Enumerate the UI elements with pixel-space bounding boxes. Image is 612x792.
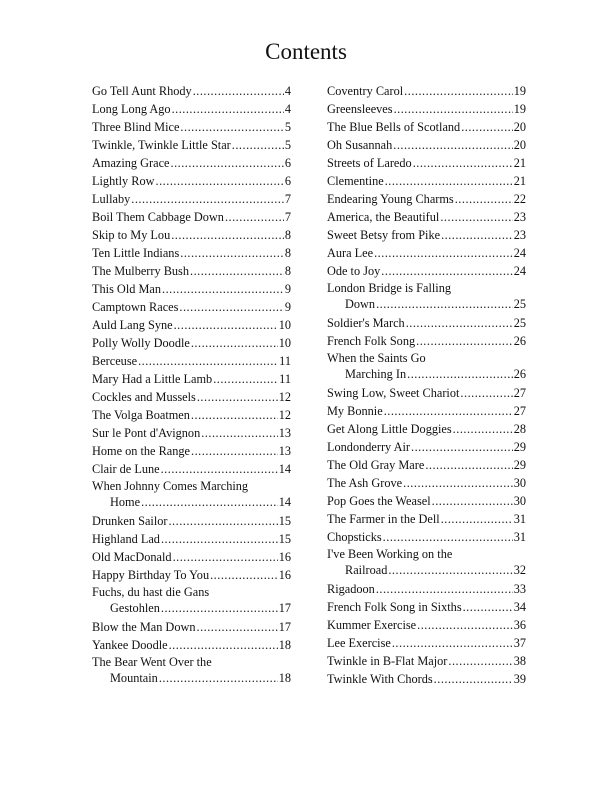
toc-entry <box>92 548 291 566</box>
toc-entry-title: Get Along Little Doggies <box>327 422 452 436</box>
toc-page-number: 24 <box>513 246 526 260</box>
dot-leader <box>461 118 513 136</box>
toc-page-number: 8 <box>284 246 291 260</box>
toc-page-number: 12 <box>278 390 291 404</box>
toc-entry <box>327 546 526 562</box>
toc-page-number: 10 <box>278 336 291 350</box>
toc-entry-title-continued: Gestohlen <box>110 601 160 615</box>
toc-entry-title-continued: Down <box>345 297 376 311</box>
toc-page-number: 17 <box>278 601 291 615</box>
toc-page-number: 23 <box>513 228 526 242</box>
toc-page-number: 19 <box>513 84 526 98</box>
toc-entry <box>327 244 526 262</box>
dot-leader <box>161 460 278 478</box>
toc-page-number: 33 <box>513 582 526 596</box>
toc-page-number: 9 <box>284 282 291 296</box>
toc-entry-title-continued: Marching In <box>345 367 407 381</box>
toc-entry-title: The Old Gray Mare <box>327 458 425 472</box>
toc-entry <box>327 634 526 652</box>
toc-entry-title: French Folk Song in Sixths <box>327 600 462 614</box>
toc-entry <box>327 208 526 226</box>
dot-leader <box>460 384 512 402</box>
dot-leader <box>193 82 284 100</box>
dot-leader <box>156 172 284 190</box>
toc-entry-title: Old MacDonald <box>92 550 172 564</box>
toc-left-column <box>92 82 291 688</box>
dot-leader <box>441 226 513 244</box>
toc-entry <box>92 208 291 226</box>
toc-entry-title: French Folk Song <box>327 334 416 348</box>
toc-entry-title: Fuchs, du hast die Gans <box>92 585 210 599</box>
dot-leader <box>417 616 513 634</box>
dot-leader <box>434 670 513 688</box>
dot-leader <box>169 636 278 654</box>
toc-entry <box>92 280 291 298</box>
dot-leader <box>161 530 278 548</box>
toc-entry-continuation <box>92 494 291 511</box>
toc-entry <box>327 420 526 438</box>
toc-entry <box>92 566 291 584</box>
toc-entry <box>327 510 526 528</box>
toc-entry <box>327 616 526 634</box>
dot-leader <box>463 598 513 616</box>
toc-page-number: 7 <box>284 210 291 224</box>
toc-entry-title: Londonderry Air <box>327 440 410 454</box>
toc-entry-title: Chopsticks <box>327 530 382 544</box>
toc-page-number: 11 <box>279 372 291 386</box>
toc-entry <box>327 598 526 616</box>
dot-leader <box>138 352 278 370</box>
toc-entry-continuation <box>92 670 291 687</box>
toc-right-column <box>327 82 526 688</box>
toc-entry <box>327 384 526 402</box>
dot-leader <box>453 420 513 438</box>
toc-entry-title: The Volga Boatmen <box>92 408 190 422</box>
toc-entry <box>92 190 291 208</box>
dot-leader <box>393 136 512 154</box>
dot-leader <box>197 618 278 636</box>
toc-page-number: 22 <box>513 192 526 206</box>
toc-page-number: 12 <box>278 408 291 422</box>
toc-page-number: 39 <box>513 672 526 686</box>
dot-leader <box>425 456 512 474</box>
toc-entry-title: My Bonnie <box>327 404 383 418</box>
toc-entry-title: Auld Lang Syne <box>92 318 173 332</box>
dot-leader <box>403 474 513 492</box>
toc-page-number: 26 <box>513 334 526 348</box>
dot-leader <box>173 548 278 566</box>
toc-page-number: 28 <box>513 422 526 436</box>
toc-entry <box>327 456 526 474</box>
toc-entry-continuation <box>327 366 526 383</box>
dot-leader <box>406 314 513 332</box>
toc-entry <box>92 654 291 670</box>
toc-entry <box>92 478 291 494</box>
toc-entry <box>327 280 526 296</box>
dot-leader <box>180 244 284 262</box>
toc-page-number: 25 <box>513 297 526 311</box>
toc-entry <box>92 618 291 636</box>
toc-entry <box>327 438 526 456</box>
toc-entry <box>92 82 291 100</box>
toc-page-number: 37 <box>513 636 526 650</box>
toc-page-number: 14 <box>278 495 291 509</box>
toc-page-number: 5 <box>284 138 291 152</box>
toc-page-number: 19 <box>513 102 526 116</box>
toc-entry-title: London Bridge is Falling <box>327 281 451 295</box>
dot-leader <box>448 652 512 670</box>
toc-entry-title: Long Long Ago <box>92 102 171 116</box>
dot-leader <box>191 406 278 424</box>
page-title: Contents <box>265 39 347 64</box>
toc-entry <box>327 528 526 546</box>
toc-entry-title: Highland Lad <box>92 532 160 546</box>
toc-entry-title: Greensleeves <box>327 102 393 116</box>
dot-leader <box>171 226 284 244</box>
toc-entry <box>92 460 291 478</box>
toc-entry <box>92 154 291 172</box>
dot-leader <box>213 370 278 388</box>
toc-entry <box>327 154 526 172</box>
toc-entry <box>327 670 526 688</box>
dot-leader <box>376 580 513 598</box>
toc-page-number: 31 <box>513 512 526 526</box>
toc-entry <box>92 100 291 118</box>
toc-entry-title: Ten Little Indians <box>92 246 180 260</box>
dot-leader <box>197 388 278 406</box>
toc-page-number: 31 <box>513 530 526 544</box>
toc-page-number: 23 <box>513 210 526 224</box>
dot-leader <box>190 262 284 280</box>
dot-leader <box>191 334 278 352</box>
toc-page-number: 24 <box>513 264 526 278</box>
toc-entry-title: Lee Exercise <box>327 636 391 650</box>
dot-leader <box>404 82 513 100</box>
toc-entry-title: Drunken Sailor <box>92 514 168 528</box>
toc-entry-title: The Blue Bells of Scotland <box>327 120 461 134</box>
toc-page-number: 10 <box>278 318 291 332</box>
toc-entry <box>92 262 291 280</box>
dot-leader <box>440 208 512 226</box>
dot-leader <box>162 280 284 298</box>
toc-page-number: 9 <box>284 300 291 314</box>
dot-leader <box>161 600 278 617</box>
dot-leader <box>172 100 284 118</box>
toc-entry-title: Endearing Young Charms <box>327 192 454 206</box>
dot-leader <box>201 424 277 442</box>
toc-entry-title: Happy Birthday To You <box>92 568 210 582</box>
toc-entry <box>92 244 291 262</box>
toc-entry <box>327 82 526 100</box>
toc-page-number: 27 <box>513 386 526 400</box>
toc-page-number: 6 <box>284 174 291 188</box>
toc-entry <box>327 402 526 420</box>
toc-page-number: 29 <box>513 458 526 472</box>
toc-entry <box>327 136 526 154</box>
toc-entry <box>92 584 291 600</box>
toc-entry-title: Mary Had a Little Lamb <box>92 372 213 386</box>
toc-page-number: 20 <box>513 138 526 152</box>
dot-leader <box>225 208 284 226</box>
toc-entry-title: Clementine <box>327 174 384 188</box>
dot-leader <box>385 172 513 190</box>
toc-page-number: 21 <box>513 174 526 188</box>
toc-entry-title: Rigadoon <box>327 582 375 596</box>
toc-entry-title: Home on the Range <box>92 444 191 458</box>
toc-entry <box>92 636 291 654</box>
dot-leader <box>394 100 513 118</box>
toc-entry-title: America, the Beautiful <box>327 210 440 224</box>
dot-leader <box>210 566 278 584</box>
toc-page-number: 18 <box>278 638 291 652</box>
toc-entry-title-continued: Mountain <box>110 671 158 685</box>
toc-entry-title: Yankee Doodle <box>92 638 168 652</box>
toc-entry-title: Pop Goes the Weasel <box>327 494 431 508</box>
toc-page-number: 34 <box>513 600 526 614</box>
toc-page-number: 13 <box>278 426 291 440</box>
toc-entry-title: The Mulberry Bush <box>92 264 189 278</box>
toc-page-number: 16 <box>278 550 291 564</box>
toc-page-number: 13 <box>278 444 291 458</box>
toc-page-number: 21 <box>513 156 526 170</box>
toc-page-number: 29 <box>513 440 526 454</box>
toc-page-number: 38 <box>513 654 526 668</box>
toc-entry <box>327 492 526 510</box>
toc-entry-title: Sur le Pont d'Avignon <box>92 426 201 440</box>
dot-leader <box>179 298 283 316</box>
toc-entry-title: Soldier's March <box>327 316 405 330</box>
toc-entry <box>92 298 291 316</box>
toc-entry-title: Blow the Man Down <box>92 620 196 634</box>
toc-entry-title: The Farmer in the Dell <box>327 512 440 526</box>
toc-entry-title: Streets of Laredo <box>327 156 412 170</box>
toc-entry <box>327 190 526 208</box>
toc-entry <box>327 314 526 332</box>
toc-page-number: 18 <box>278 671 291 685</box>
toc-entry <box>327 100 526 118</box>
toc-page-number: 8 <box>284 228 291 242</box>
toc-entry-title-continued: Railroad <box>345 563 388 577</box>
toc-entry-title: Twinkle, Twinkle Little Star <box>92 138 231 152</box>
dot-leader <box>191 442 278 460</box>
toc-page-number: 6 <box>284 156 291 170</box>
toc-page-number: 4 <box>284 102 291 116</box>
toc-entry-title: Three Blind Mice <box>92 120 180 134</box>
toc-entry-title: The Ash Grove <box>327 476 403 490</box>
toc-entry <box>92 172 291 190</box>
toc-entry-title: Swing Low, Sweet Chariot <box>327 386 460 400</box>
toc-page-number: 32 <box>513 563 526 577</box>
toc-entry <box>92 370 291 388</box>
toc-entry <box>327 652 526 670</box>
toc-entry-title: Lullaby <box>92 192 131 206</box>
toc-entry-continuation <box>92 600 291 617</box>
toc-page-number: 20 <box>513 120 526 134</box>
toc-entry-title: Camptown Races <box>92 300 179 314</box>
toc-entry-title: Oh Susannah <box>327 138 393 152</box>
toc-entry <box>327 332 526 350</box>
toc-entry-title: Cockles and Mussels <box>92 390 196 404</box>
toc-page-number: 11 <box>279 354 291 368</box>
toc-page-number: 30 <box>513 476 526 490</box>
toc-entry-title: Clair de Lune <box>92 462 160 476</box>
toc-entry-title: Amazing Grace <box>92 156 170 170</box>
toc-page-number: 26 <box>513 367 526 381</box>
dot-leader <box>168 512 277 530</box>
toc-page-number: 25 <box>513 316 526 330</box>
toc-entry <box>92 226 291 244</box>
toc-page-number: 5 <box>284 120 291 134</box>
dot-leader <box>411 438 513 456</box>
dot-leader <box>174 316 278 334</box>
toc-entry-title: This Old Man <box>92 282 161 296</box>
dot-leader <box>441 510 513 528</box>
dot-leader <box>388 562 512 579</box>
dot-leader <box>180 118 283 136</box>
toc-page-number: 15 <box>278 514 291 528</box>
toc-page-number: 8 <box>284 264 291 278</box>
toc-page-number: 27 <box>513 404 526 418</box>
toc-page-number: 4 <box>284 84 291 98</box>
toc-entry <box>92 530 291 548</box>
toc-entry-title: Sweet Betsy from Pike <box>327 228 441 242</box>
dot-leader <box>376 296 513 313</box>
toc-entry <box>327 350 526 366</box>
toc-entry-title: Lightly Row <box>92 174 155 188</box>
toc-entry <box>327 262 526 280</box>
dot-leader <box>455 190 513 208</box>
toc-entry <box>92 442 291 460</box>
toc-entry-title: Coventry Carol <box>327 84 404 98</box>
toc-entry <box>327 474 526 492</box>
toc-entry <box>327 118 526 136</box>
dot-leader <box>432 492 513 510</box>
dot-leader <box>141 494 278 511</box>
dot-leader <box>232 136 284 154</box>
toc-page-number: 16 <box>278 568 291 582</box>
toc-entry-title: When Johnny Comes Marching <box>92 479 249 493</box>
dot-leader <box>416 332 513 350</box>
toc-entry <box>92 406 291 424</box>
dot-leader <box>383 528 513 546</box>
toc-entry-title-continued: Home <box>110 495 141 509</box>
toc-entry-title: Aura Lee <box>327 246 374 260</box>
toc-page-number: 36 <box>513 618 526 632</box>
dot-leader <box>413 154 513 172</box>
toc-page-number: 17 <box>278 620 291 634</box>
toc-entry-title: Berceuse <box>92 354 138 368</box>
toc-entry <box>327 580 526 598</box>
toc-entry-title: Polly Wolly Doodle <box>92 336 190 350</box>
toc-entry-title: Twinkle With Chords <box>327 672 433 686</box>
dot-leader <box>171 154 284 172</box>
dot-leader <box>384 402 513 420</box>
toc-entry-title: I've Been Working on the <box>327 547 453 561</box>
dot-leader <box>381 262 512 280</box>
toc-entry <box>92 352 291 370</box>
toc-entry-title: Go Tell Aunt Rhody <box>92 84 192 98</box>
toc-entry-title: Kummer Exercise <box>327 618 417 632</box>
toc-entry-title: Boil Them Cabbage Down <box>92 210 224 224</box>
toc-entry-title: When the Saints Go <box>327 351 426 365</box>
toc-entry-title: Skip to My Lou <box>92 228 171 242</box>
toc-entry-title: Twinkle in B-Flat Major <box>327 654 448 668</box>
toc-entry <box>327 172 526 190</box>
dot-leader <box>159 670 278 687</box>
toc-entry <box>92 334 291 352</box>
toc-entry <box>92 512 291 530</box>
toc-entry <box>92 316 291 334</box>
toc-entry-title: Ode to Joy <box>327 264 381 278</box>
dot-leader <box>407 366 513 383</box>
dot-leader <box>131 190 284 208</box>
toc-entry <box>92 118 291 136</box>
toc-entry <box>92 136 291 154</box>
toc-entry <box>92 424 291 442</box>
toc-entry-continuation <box>327 562 526 579</box>
dot-leader <box>392 634 513 652</box>
toc-entry <box>327 226 526 244</box>
dot-leader <box>374 244 513 262</box>
toc-entry-continuation <box>327 296 526 313</box>
toc-entry-title: The Bear Went Over the <box>92 655 212 669</box>
toc-page-number: 7 <box>284 192 291 206</box>
toc-page-number: 30 <box>513 494 526 508</box>
toc-page-number: 14 <box>278 462 291 476</box>
toc-page-number: 15 <box>278 532 291 546</box>
toc-entry <box>92 388 291 406</box>
